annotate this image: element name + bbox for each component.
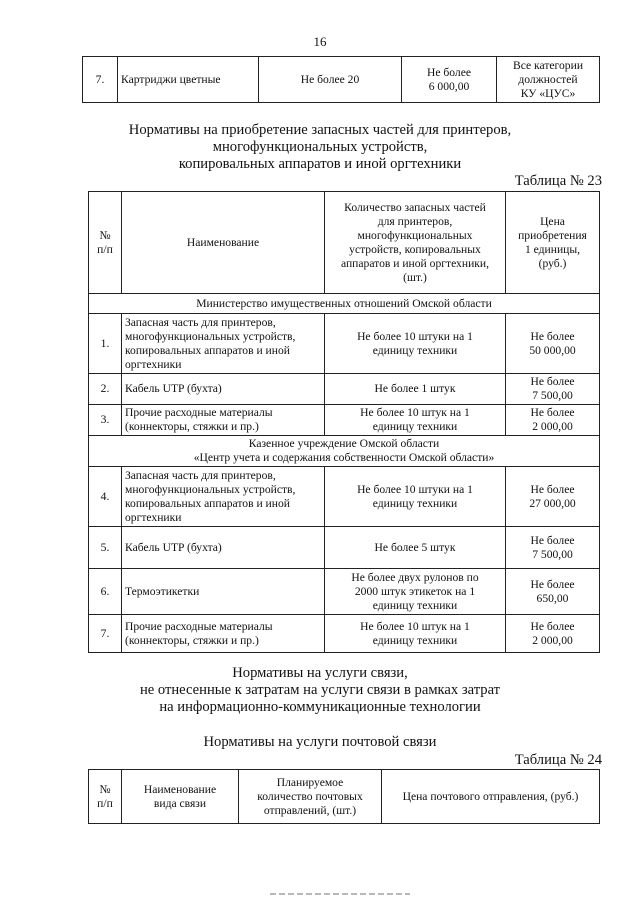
price-line: Не более <box>426 65 472 79</box>
header-line: № <box>99 228 111 242</box>
row-number: 1. <box>89 314 122 374</box>
name-line: многофункциональных устройств, <box>125 329 296 343</box>
item-name: Термоэтикетки <box>122 569 325 615</box>
row-number: 3. <box>89 405 122 436</box>
header-line: аппаратов и иной оргтехники, <box>340 256 490 270</box>
header-line: п/п <box>97 242 113 256</box>
row-number: 6. <box>89 569 122 615</box>
price-line: 2 000,00 <box>532 633 573 647</box>
table-row <box>89 405 600 436</box>
price-line: Не более <box>530 619 575 633</box>
group-title: Министерство имущественных отношений Омской области <box>89 294 600 314</box>
header-number <box>89 192 122 294</box>
heading-line: не отнесенные к затратам на услуги связи в рамках затрат <box>139 682 501 698</box>
item-name <box>122 467 325 527</box>
header-line: Наименование <box>143 782 217 796</box>
item-name: Кабель UTP (бухта) <box>122 527 325 569</box>
header-line: многофункциональных <box>357 228 473 242</box>
header-line: Цена <box>540 214 565 228</box>
row-number: 7. <box>83 57 118 103</box>
name-line: Прочие расходные материалы <box>125 619 273 633</box>
heading-line: Нормативы на приобретение запасных частей для принтеров, <box>128 122 512 138</box>
page-number: 16 <box>313 34 327 49</box>
table-header-row <box>89 192 600 294</box>
header-line: 1 единицы, <box>524 242 581 256</box>
item-price <box>506 314 600 374</box>
name-line: оргтехники <box>125 510 182 524</box>
item-quantity: Не более 1 штук <box>325 374 506 405</box>
header-price <box>506 192 600 294</box>
category-line: КУ «ЦУС» <box>520 86 576 100</box>
category-line: Все категории <box>512 58 584 72</box>
item-price <box>506 569 600 615</box>
group-row <box>89 436 600 467</box>
price-line: 7 500,00 <box>532 547 573 561</box>
item-price <box>506 405 600 436</box>
price-line: Не более <box>530 533 575 547</box>
heading-line: копировальных аппаратов и иной оргтехники <box>178 156 462 172</box>
item-quantity <box>325 467 506 527</box>
header-line: (шт.) <box>403 270 427 284</box>
table-row <box>89 314 600 374</box>
price-line: 50 000,00 <box>529 343 576 357</box>
price-line: 2 000,00 <box>532 420 573 433</box>
table-header-row <box>89 770 600 824</box>
table-row <box>89 374 600 405</box>
price-line: 650,00 <box>536 591 569 605</box>
row-number: 4. <box>89 467 122 527</box>
item-name: Картриджи цветные <box>118 57 259 103</box>
name-line: (коннекторы, стяжки и пр.) <box>125 420 259 433</box>
item-quantity <box>325 314 506 374</box>
price-line: Не более <box>530 482 575 496</box>
name-line: Запасная часть для принтеров, <box>125 315 276 329</box>
qty-line: 2000 штук этикеток на 1 <box>354 584 476 598</box>
price-line: Не более <box>530 406 575 419</box>
qty-line: Не более 10 штуки на 1 <box>357 482 473 496</box>
name-line: оргтехники <box>125 357 182 371</box>
header-line: отправлений, (шт.) <box>263 803 357 817</box>
table-row <box>89 615 600 653</box>
row-number: 7. <box>89 615 122 653</box>
item-price <box>506 467 600 527</box>
header-number <box>89 770 122 824</box>
qty-line: единицу техники <box>372 420 458 433</box>
qty-line: Не более 10 штук на 1 <box>360 406 470 419</box>
header-line: количество почтовых <box>257 789 363 803</box>
qty-line: единицу техники <box>372 633 458 647</box>
header-line: (руб.) <box>538 256 567 270</box>
table-row <box>83 57 600 103</box>
item-name <box>122 314 325 374</box>
category-line: должностей <box>518 72 578 86</box>
header-line: вида связи <box>153 796 207 810</box>
qty-line: Не более двух рулонов по <box>351 570 479 584</box>
header-line: устройств, копировальных <box>349 242 481 256</box>
heading-line: на информационно-коммуникационные технологии <box>159 699 481 715</box>
table-row <box>89 527 600 569</box>
name-line: Прочие расходные материалы <box>125 406 273 419</box>
qty-line: Не более 10 штук на 1 <box>360 619 470 633</box>
price-line: 7 500,00 <box>532 389 573 402</box>
item-quantity <box>325 405 506 436</box>
header-line: приобретения <box>518 228 587 242</box>
item-quantity <box>325 615 506 653</box>
group-title <box>89 436 600 467</box>
item-name <box>122 405 325 436</box>
header-name: Наименование <box>122 192 325 294</box>
price-line: 6 000,00 <box>428 79 470 93</box>
qty-line: единицу техники <box>372 598 458 612</box>
scan-artifact <box>270 893 410 895</box>
group-row <box>89 294 600 314</box>
qty-line: единицу техники <box>372 496 458 510</box>
table-24 <box>88 769 600 824</box>
header-line: Количество запасных частей <box>344 200 486 214</box>
section-heading <box>0 665 640 716</box>
header-line: для принтеров, <box>377 214 453 228</box>
qty-line: единицу техники <box>372 343 458 357</box>
item-name: Кабель UTP (бухта) <box>122 374 325 405</box>
section-heading: Нормативы на услуги почтовой связи <box>203 734 437 750</box>
price-line: Не более <box>530 329 575 343</box>
item-price <box>506 527 600 569</box>
item-name <box>122 615 325 653</box>
price-line: Не более <box>530 375 575 388</box>
item-price <box>506 374 600 405</box>
row-number: 2. <box>89 374 122 405</box>
header-line: п/п <box>97 796 113 810</box>
item-quantity: Не более 5 штук <box>325 527 506 569</box>
header-line: Планируемое <box>276 775 344 789</box>
table-row <box>89 569 600 615</box>
qty-line: Не более 10 штуки на 1 <box>357 329 473 343</box>
heading-line: Нормативы на услуги связи, <box>232 665 408 681</box>
name-line: многофункциональных устройств, <box>125 482 296 496</box>
header-quantity <box>239 770 382 824</box>
item-category <box>497 57 600 103</box>
row-number: 5. <box>89 527 122 569</box>
heading-line: многофункциональных устройств, <box>212 139 428 155</box>
item-price <box>506 615 600 653</box>
table-label: Таблица № 23 <box>514 173 602 189</box>
name-line: Запасная часть для принтеров, <box>125 468 276 482</box>
name-line: копировальных аппаратов и иной <box>125 343 290 357</box>
name-line: (коннекторы, стяжки и пр.) <box>125 633 259 647</box>
group-line: Казенное учреждение Омской области <box>248 437 440 450</box>
table-23 <box>88 191 600 653</box>
table-22-continuation <box>82 56 600 103</box>
group-line: «Центр учета и содержания собственности Омской области» <box>193 451 495 464</box>
table-label: Таблица № 24 <box>514 752 602 768</box>
price-line: Не более <box>530 577 575 591</box>
price-line: 27 000,00 <box>529 496 576 510</box>
item-price <box>402 57 497 103</box>
section-heading <box>0 122 640 173</box>
item-quantity <box>325 569 506 615</box>
item-quantity: Не более 20 <box>259 57 402 103</box>
header-line: № <box>99 782 111 796</box>
header-price: Цена почтового отправления, (руб.) <box>382 770 600 824</box>
table-row <box>89 467 600 527</box>
header-quantity <box>325 192 506 294</box>
name-line: копировальных аппаратов и иной <box>125 496 290 510</box>
header-name <box>122 770 239 824</box>
